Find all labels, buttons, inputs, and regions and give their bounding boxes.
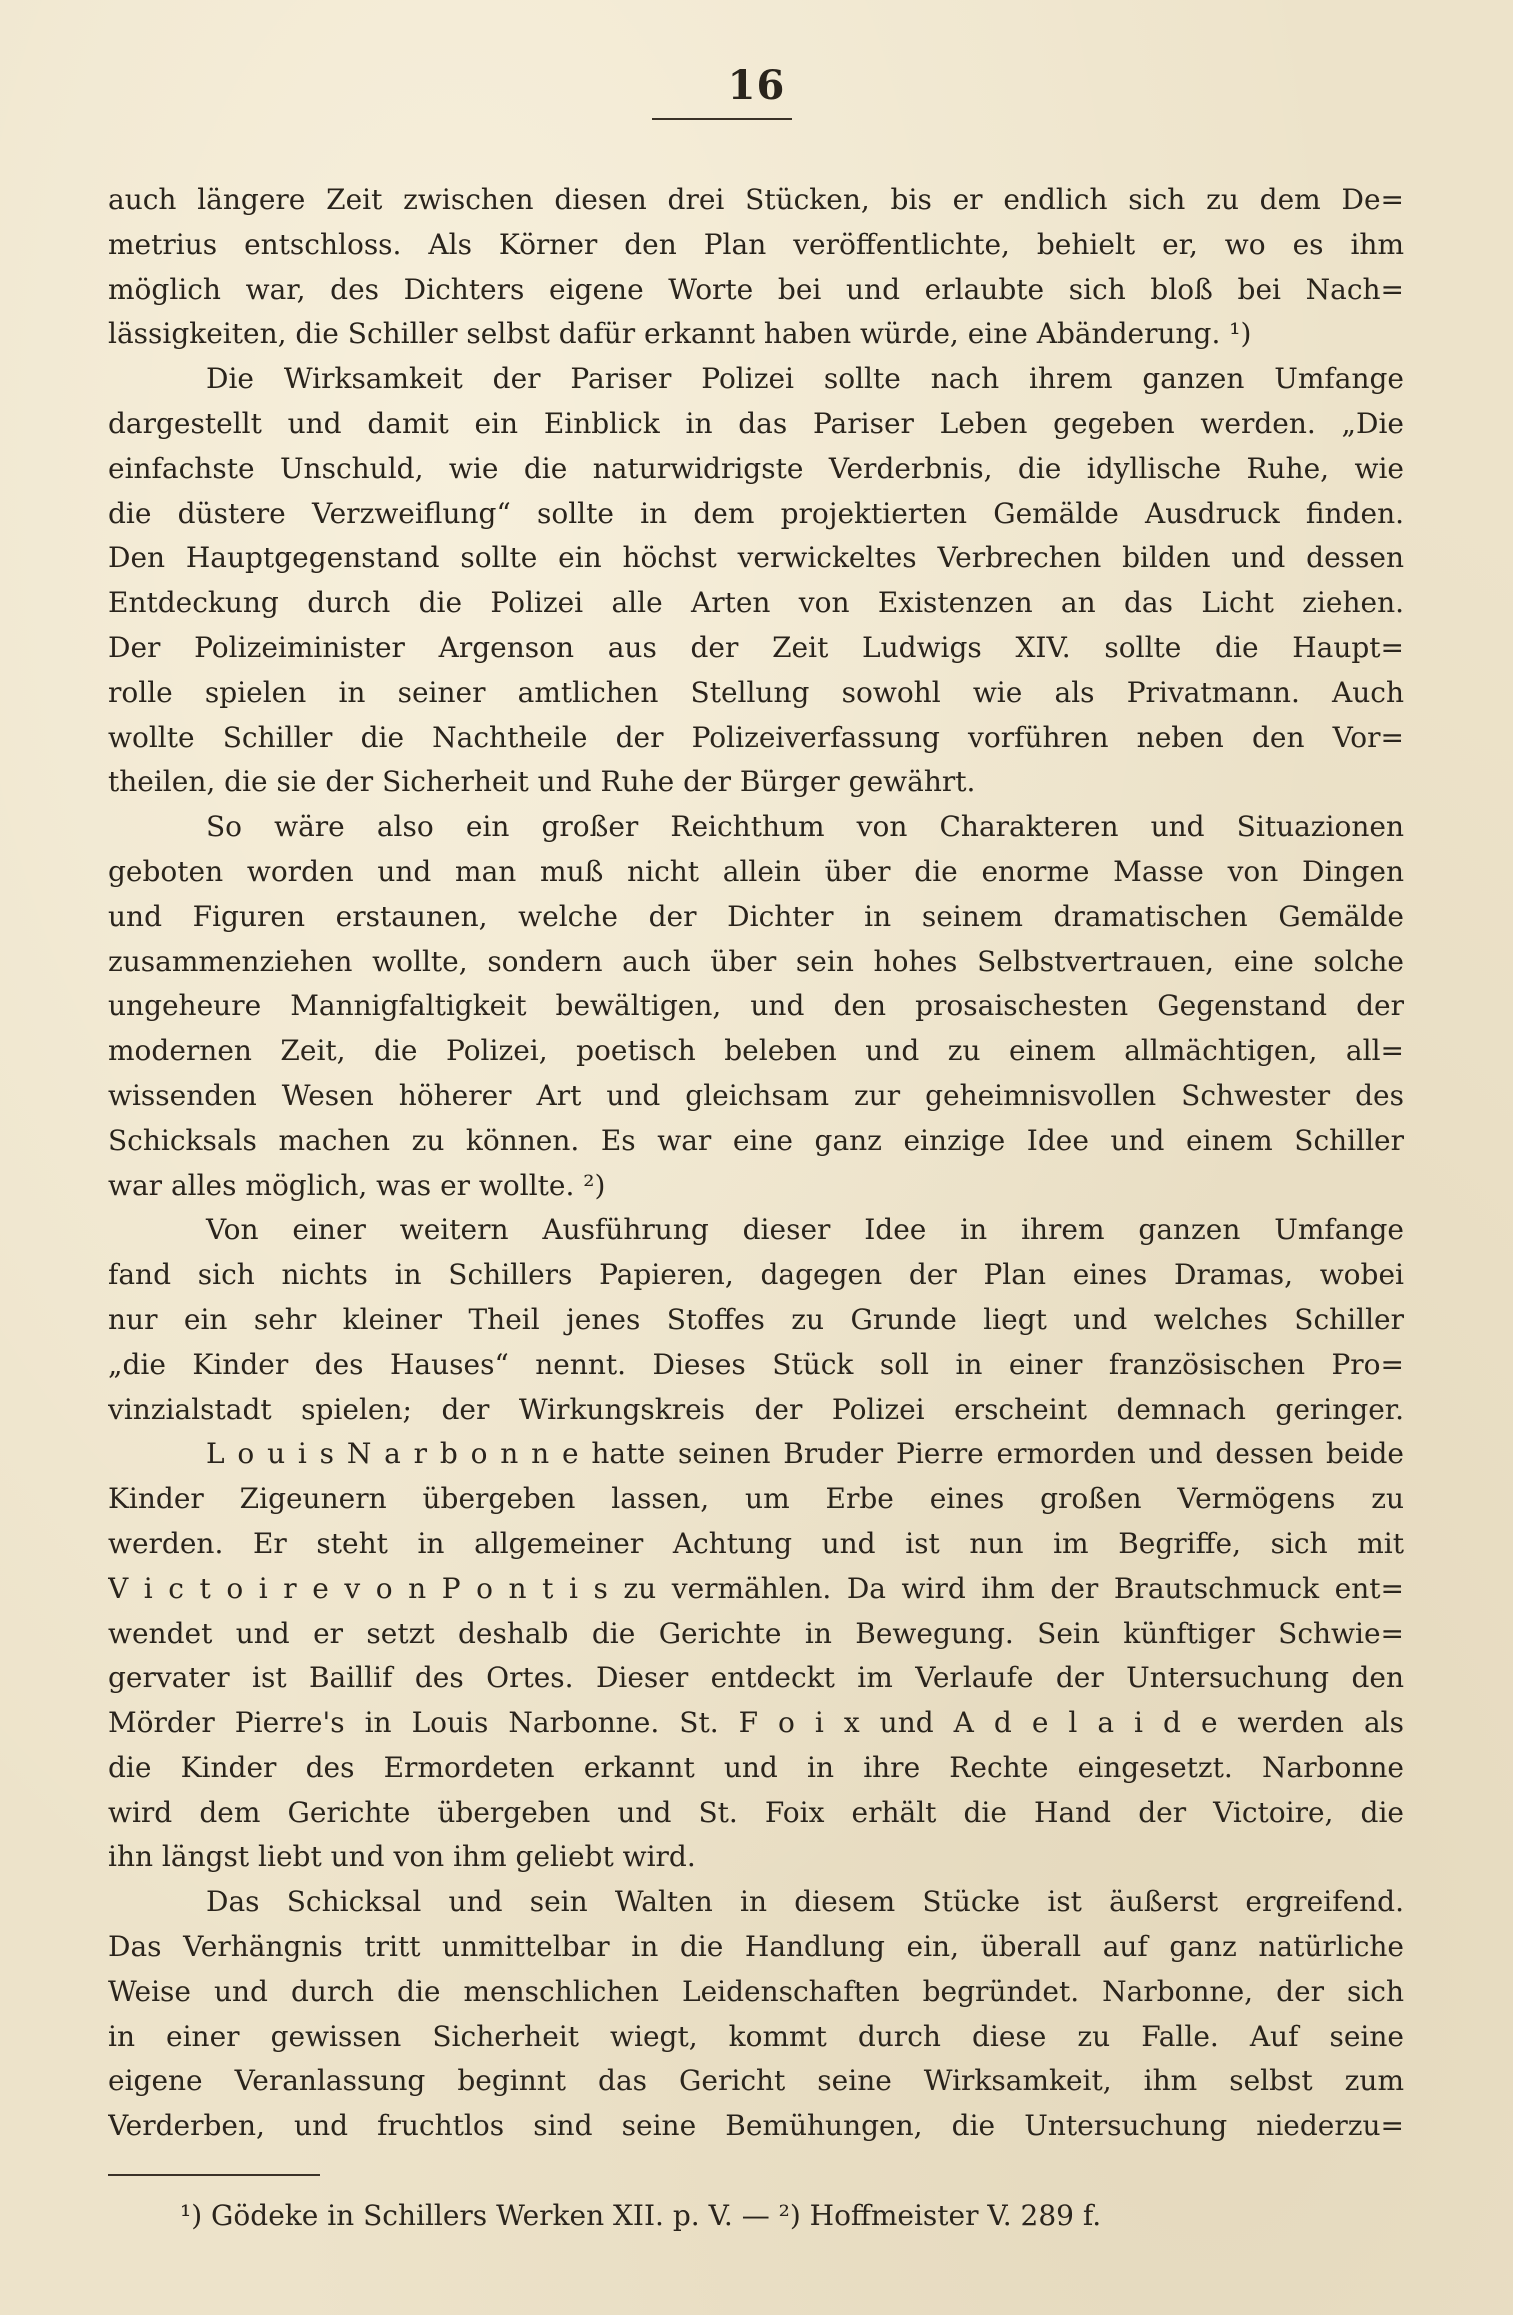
text-line: Kinder Zigeunern übergeben lassen, um Erbe eines großen Vermögens zu [108, 1482, 1404, 1516]
text-line: wissenden Wesen höherer Art und gleichsam zur geheimnisvollen Schwester des [108, 1078, 1404, 1112]
text-line: So wäre also ein großer Reichthum von Charakteren und Situazionen [206, 810, 1404, 844]
text-line: eigene Veranlassung beginnt das Gericht seine Wirksamkeit, ihm selbst zum [108, 2064, 1404, 2098]
page-number: 16 [727, 62, 786, 109]
text-line: Verderben, und fruchtlos sind seine Bemühungen, die Untersuchung niederzu= [108, 2109, 1404, 2143]
text-line: zusammenziehen wollte, sondern auch über sein hohes Selbstvertrauen, eine solche [108, 944, 1404, 978]
text-line: in einer gewissen Sicherheit wiegt, kommt durch diese zu Falle. Auf seine [108, 2019, 1404, 2053]
text-line: Der Polizeiminister Argenson aus der Zeit Ludwigs XIV. sollte die Haupt= [108, 630, 1404, 664]
text-line: theilen, die sie der Sicherheit und Ruhe der Bürger gewährt. [108, 765, 976, 799]
footnote: ¹) Gödeke in Schillers Werken XII. p. V. — ²) Hoffmeister V. 289 f. [180, 2199, 1102, 2232]
text-line: Die Wirksamkeit der Pariser Polizei sollte nach ihrem ganzen Umfange [206, 362, 1404, 396]
text-line: die düstere Verzweiflung“ sollte in dem projektierten Gemälde Ausdruck finden. [108, 496, 1404, 530]
text-line: dargestellt und damit ein Einblick in das Pariser Leben gegeben werden. „Die [108, 406, 1404, 440]
text-line: Weise und durch die menschlichen Leidenschaften begründet. Narbonne, der sich [108, 1974, 1404, 2008]
text-line: Mörder Pierre's in Louis Narbonne. St. F o i x und A d e l a i d e werden als [108, 1706, 1404, 1740]
text-line: ihn längst liebt und von ihm geliebt wird. [108, 1840, 696, 1874]
text-line: wendet und er setzt deshalb die Gerichte in Bewegung. Sein künftiger Schwie= [108, 1616, 1404, 1650]
text-line: geboten worden und man muß nicht allein über die enorme Masse von Dingen [108, 854, 1404, 888]
text-line: nur ein sehr kleiner Theil jenes Stoffes zu Grunde liegt und welches Schiller [108, 1302, 1404, 1336]
text-line: gervater ist Baillif des Ortes. Dieser entdeckt im Verlaufe der Untersuchung den [108, 1661, 1404, 1695]
text-line: metrius entschloss. Als Körner den Plan veröffentlichte, behielt er, wo es ihm [108, 227, 1404, 261]
text-line: wird dem Gerichte übergeben und St. Foix erhält die Hand der Victoire, die [108, 1795, 1404, 1829]
text-line: rolle spielen in seiner amtlichen Stellung sowohl wie als Privatmann. Auch [108, 675, 1404, 709]
text-line: lässigkeiten, die Schiller selbst dafür erkannt haben würde, eine Abänderung. ¹) [108, 317, 1252, 351]
text-line: auch längere Zeit zwischen diesen drei Stücken, bis er endlich sich zu dem De= [108, 183, 1404, 216]
text-line: und Figuren erstaunen, welche der Dichter in seinem dramatischen Gemälde [108, 899, 1404, 933]
text-line: Das Verhängnis tritt unmittelbar in die Handlung ein, überall auf ganz natürliche [108, 1930, 1404, 1964]
footnote-rule [108, 2174, 320, 2176]
header-rule [652, 118, 792, 120]
text-line: Das Schicksal und sein Walten in diesem Stücke ist äußerst ergreifend. [206, 1885, 1404, 1919]
text-line: Von einer weitern Ausführung dieser Idee in ihrem ganzen Umfange [206, 1213, 1404, 1247]
text-line: die Kinder des Ermordeten erkannt und in ihre Rechte eingesetzt. Narbonne [108, 1750, 1404, 1784]
text-line: „die Kinder des Hauses“ nennt. Dieses Stück soll in einer französischen Pro= [108, 1347, 1404, 1381]
body-text [108, 178, 1404, 2149]
text-line: Schicksals machen zu können. Es war eine ganz einzige Idee und einem Schiller [108, 1123, 1404, 1157]
text-line: war alles möglich, was er wollte. ²) [108, 1168, 606, 1202]
text-line: werden. Er steht in allgemeiner Achtung und ist nun im Begriffe, sich mit [108, 1526, 1404, 1560]
text-line: L o u i s N a r b o n n e hatte seinen Bruder Pierre ermorden und dessen beide [206, 1437, 1404, 1471]
text-line: möglich war, des Dichters eigene Worte bei und erlaubte sich bloß bei Nach= [108, 272, 1404, 306]
text-line: ungeheure Mannigfaltigkeit bewältigen, und den prosaischesten Gegenstand der [108, 989, 1404, 1023]
text-line: Den Hauptgegenstand sollte ein höchst verwickeltes Verbrechen bilden und dessen [108, 541, 1404, 575]
text-line: Entdeckung durch die Polizei alle Arten von Existenzen an das Licht ziehen. [108, 586, 1404, 620]
text-line: einfachste Unschuld, wie die naturwidrigste Verderbnis, die idyllische Ruhe, wie [108, 451, 1404, 485]
text-line: modernen Zeit, die Polizei, poetisch beleben und zu einem allmächtigen, all= [108, 1034, 1404, 1068]
text-line: V i c t o i r e v o n P o n t i s zu vermählen. Da wird ihm der Brautschmuck ent= [108, 1571, 1404, 1605]
text-line: fand sich nichts in Schillers Papieren, dagegen der Plan eines Dramas, wobei [108, 1258, 1404, 1292]
text-line: wollte Schiller die Nachtheile der Polizeiverfassung vorführen neben den Vor= [108, 720, 1404, 754]
text-line: vinzialstadt spielen; der Wirkungskreis der Polizei erscheint demnach geringer. [108, 1392, 1404, 1426]
